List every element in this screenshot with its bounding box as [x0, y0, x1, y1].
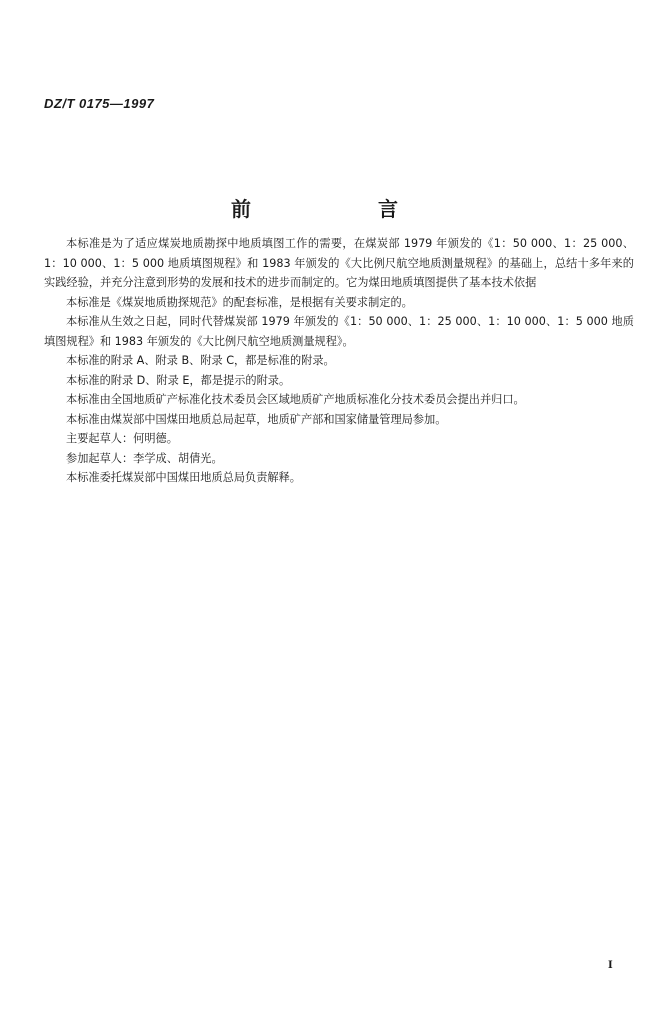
paragraph-informative-annexes: 本标准的附录 D、附录 E，都是提示的附录。	[66, 373, 291, 387]
paragraph-purpose: 本标准是为了适应煤炭地质勘探中地质填图工作的需要，在煤炭部 1979 年颁发的《1：50 000、1：25 000、1：10 000、1：5 000 地质填图规程》和 1983 年颁发的《大比例尺航空地质测量规程》的基础上，总结十多年来的实践经验，并充分注意到形势的发展和技术的进步而制定的。它为煤田地质填图提供了基本技术依据	[44, 237, 634, 289]
page-title: 前 言	[231, 197, 458, 221]
paragraph-proposed-by: 本标准由全国地质矿产标准化技术委员会区域地质矿产地质标准化分技术委员会提出并归口。	[66, 393, 525, 406]
paragraph-participating-drafters: 参加起草人：李学成、胡倩光。	[66, 451, 223, 465]
paragraph-main-drafter: 主要起草人：何明德。	[66, 432, 178, 445]
paragraph-interpretation: 本标准委托煤炭部中国煤田地质总局负责解释。	[66, 471, 301, 484]
page-number: I	[608, 960, 613, 971]
paragraph-drafted-by: 本标准由煤炭部中国煤田地质总局起草，地质矿产部和国家储量管理局参加。	[66, 412, 447, 426]
paragraph-normative-annexes: 本标准的附录 A、附录 B、附录 C，都是标准的附录。	[66, 354, 335, 367]
standard-code: DZ/T 0175—1997	[44, 96, 155, 111]
paragraph-companion-standard: 本标准是《煤炭地质勘探规范》的配套标准，是根据有关要求制定的。	[66, 295, 413, 309]
foreword-body	[44, 234, 634, 488]
paragraph-supersedes: 本标准从生效之日起，同时代替煤炭部 1979 年颁发的《1：50 000、1：25 000、1：10 000、1：5 000 地质填图规程》和 1983 年颁发的《大比例尺航空地质测量规程》。	[44, 315, 634, 348]
